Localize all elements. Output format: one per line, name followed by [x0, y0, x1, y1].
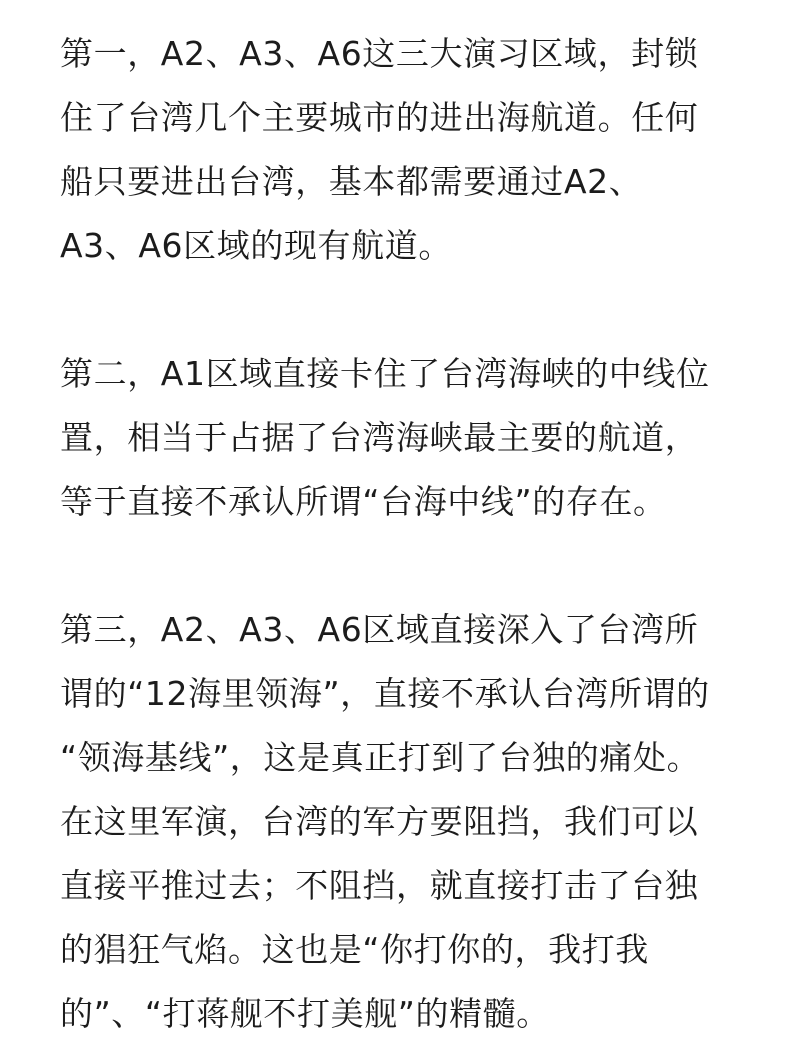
- text-line: 船只要进出台湾，基本都需要通过A2、: [60, 162, 643, 201]
- text-line: 直接平推过去；不阻挡，就直接打击了台独: [60, 866, 699, 905]
- text-line: 的”、“打蒋舰不打美舰”的精髓。: [60, 994, 550, 1033]
- article-body: [60, 22, 750, 1046]
- text-line: 第二，A1区域直接卡住了台湾海峡的中线位: [60, 354, 710, 393]
- text-line: 的猖狂气焰。这也是“你打你的，我打我: [60, 930, 649, 969]
- paragraph-second-point: [60, 342, 750, 534]
- text-line: 等于直接不承认所谓“台海中线”的存在。: [60, 482, 667, 521]
- text-line: “领海基线”，这是真正打到了台独的痛处。: [60, 738, 701, 777]
- paragraph-first-point: [60, 22, 750, 278]
- paragraph-third-point: [60, 598, 750, 1046]
- text-line: 置，相当于占据了台湾海峡最主要的航道，: [60, 418, 699, 457]
- text-line: 第一，A2、A3、A6这三大演习区域，封锁: [60, 34, 699, 73]
- text-line: 谓的“12海里领海”，直接不承认台湾所谓的: [60, 674, 710, 713]
- text-line: 在这里军演，台湾的军方要阻挡，我们可以: [60, 802, 699, 841]
- text-line: A3、A6区域的现有航道。: [60, 226, 452, 265]
- text-line: 住了台湾几个主要城市的进出海航道。任何: [60, 98, 699, 137]
- text-line: 第三，A2、A3、A6区域直接深入了台湾所: [60, 610, 699, 649]
